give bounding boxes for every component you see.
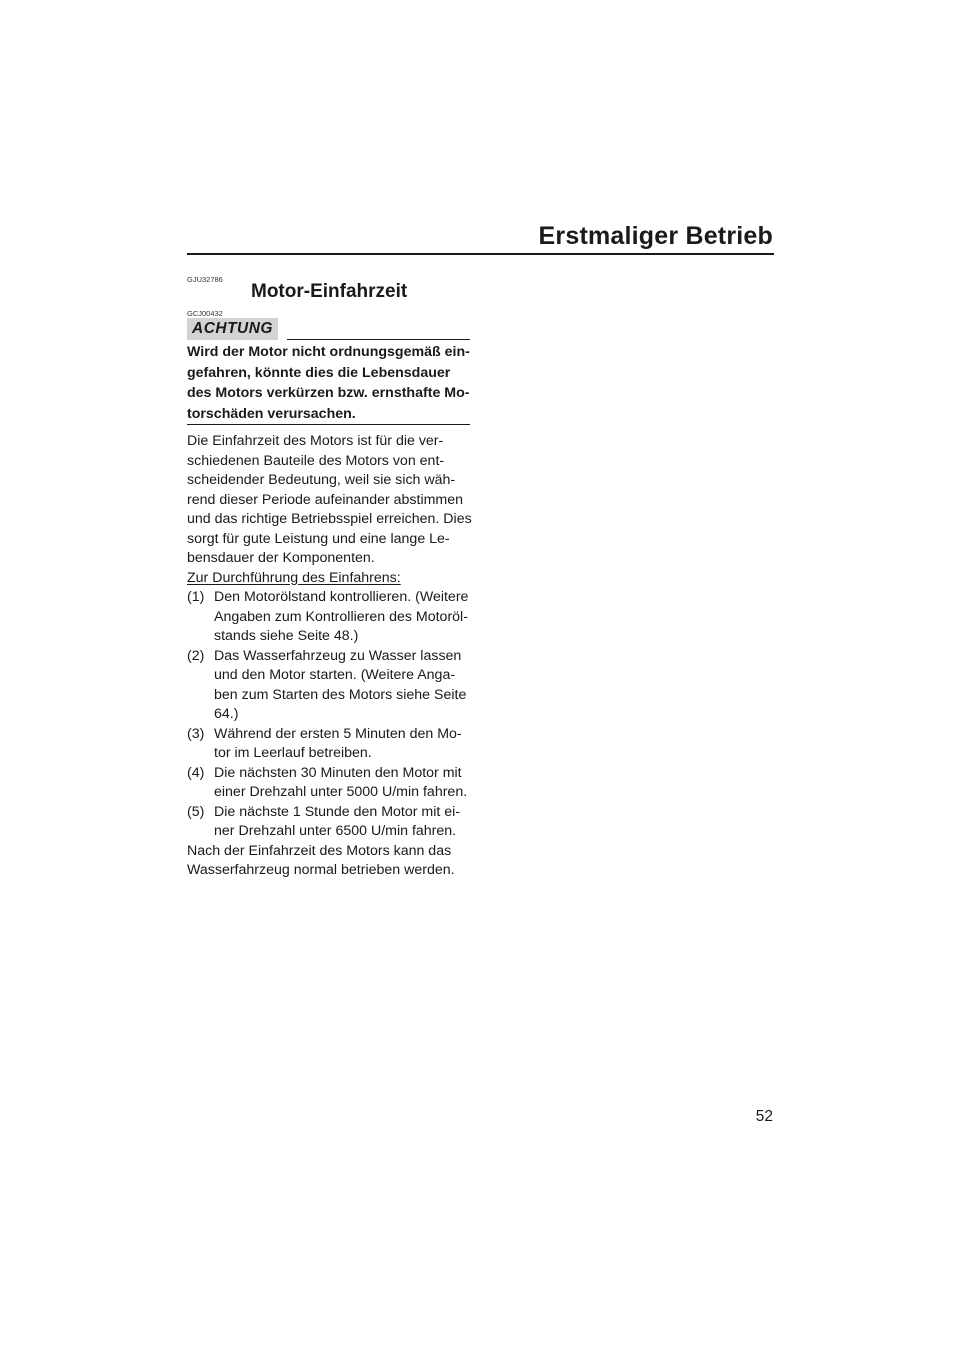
step-text: Die nächste 1 Stunde den Motor mit ei-ner Drehzahl unter 6500 U/min fahren. — [214, 803, 461, 839]
page-number: 52 — [755, 1108, 773, 1125]
list-item — [187, 764, 477, 803]
step-number: (1) — [187, 589, 205, 605]
caution-text: Wird der Motor nicht ordnungsgemäß ein-gefahren, könnte dies die Lebensdauer des Motors verkürzen bzw. ernsthafte Mo-torschäden verursachen. — [187, 344, 470, 422]
step-number: (4) — [187, 764, 205, 781]
procedure-steps — [187, 588, 477, 842]
step-number: (5) — [187, 803, 205, 820]
step-text: Während der ersten 5 Minuten den Mo-tor im Leerlauf betreiben. — [214, 725, 462, 761]
list-item — [187, 725, 477, 764]
step-text: Das Wasserfahrzeug zu Wasser lassen und den Motor starten. (Weitere Anga-ben zum Starten des Motors siehe Seite 64.) — [214, 647, 467, 722]
caution-code: GCJ00432 — [187, 309, 223, 318]
caution-label: ACHTUNG — [187, 318, 278, 340]
step-text: Den Motorölstand kontrollieren. (Weitere Angaben zum Kontrollieren des Motoröl-stands siehe Seite 48.) — [214, 589, 469, 644]
section-title: Motor-Einfahrzeit — [251, 281, 408, 302]
header-rule — [187, 253, 774, 255]
caution-rule-top — [287, 339, 470, 340]
caution-rule-bottom — [187, 424, 470, 425]
list-item — [187, 803, 477, 842]
step-text: Die nächsten 30 Minuten den Motor mit einer Drehzahl unter 5000 U/min fahren. — [214, 764, 468, 800]
procedure-heading: Zur Durchführung des Einfahrens: — [187, 569, 401, 586]
section-code: GJU32786 — [187, 275, 223, 284]
step-number: (3) — [187, 725, 205, 742]
body-block — [187, 432, 477, 881]
intro-paragraph: Die Einfahrzeit des Motors ist für die ver-schiedenen Bauteile des Motors von ent-scheidender Bedeutung, weil sie sich wäh-rend dieser Periode aufeinander abstimmen und das richtige Betriebsspiel erreichen. Dies sorgt für gute Leistung und eine lange Le-bensdauer der Komponenten. — [187, 433, 472, 566]
list-item — [187, 647, 477, 725]
step-number: (2) — [187, 647, 205, 664]
closing-paragraph: Nach der Einfahrzeit des Motors kann das Wasserfahrzeug normal betrieben werden. — [187, 842, 455, 878]
list-item — [187, 588, 477, 647]
chapter-title: Erstmaliger Betrieb — [538, 222, 773, 250]
